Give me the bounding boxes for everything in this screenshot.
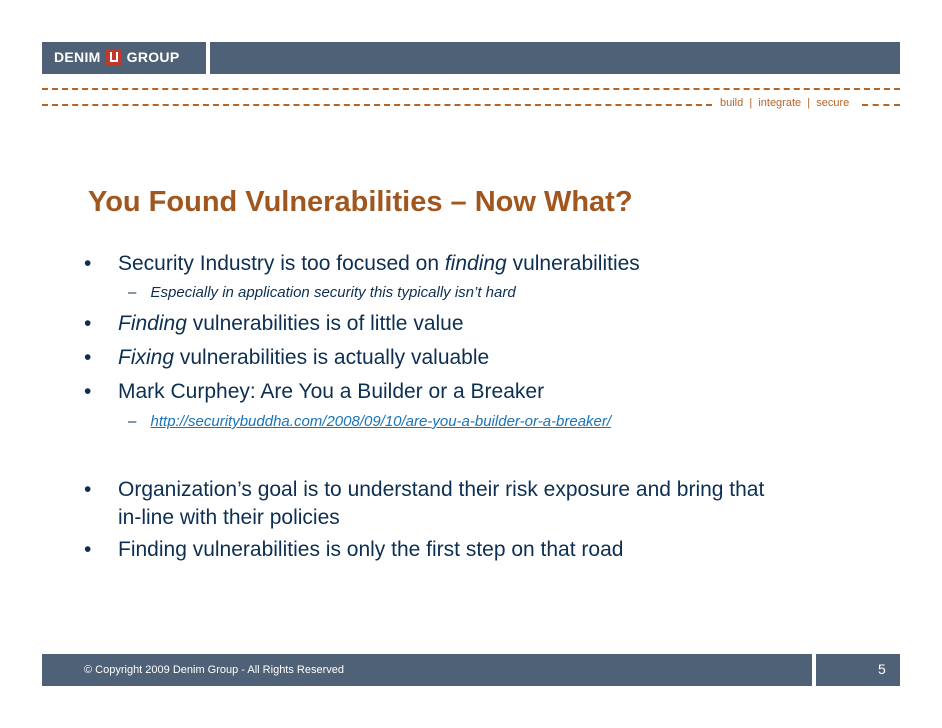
bullet-emphasis: Finding: [118, 312, 187, 335]
page-number: 5: [878, 661, 886, 677]
sub-bullet-1: [128, 284, 516, 301]
bullet-marker: •: [84, 346, 92, 369]
bullet-emphasis: finding: [444, 252, 507, 275]
bullet-emphasis: Fixing: [118, 346, 175, 369]
copyright-text: © Copyright 2009 Denim Group - All Rights Reserved: [84, 664, 344, 676]
bullet-text: Organization’s goal is to understand their risk exposure and bring that: [118, 478, 765, 501]
sub-bullet-2: [128, 413, 611, 430]
bullet-marker: •: [84, 312, 92, 335]
footer-page-box: [816, 654, 900, 686]
sub-bullet-marker: –: [128, 413, 137, 430]
bullet-text: vulnerabilities: [506, 252, 640, 275]
bullet-text: Security Industry is too focused on: [118, 252, 445, 275]
bullet-text: Finding vulnerabilities is only the first step on that road: [118, 538, 624, 561]
sub-bullet-text: Especially in application security this typically isn’t hard: [150, 284, 516, 301]
bullet-marker: •: [84, 380, 92, 403]
bullet-text: Mark Curphey: Are You a Builder or a Breaker: [118, 380, 545, 403]
bullet-text: vulnerabilities is of little value: [186, 312, 464, 335]
sub-bullet-marker: –: [128, 284, 137, 301]
bullet-marker: •: [84, 252, 92, 275]
slide-title: You Found Vulnerabilities – Now What?: [88, 186, 633, 218]
bullet-text: vulnerabilities is actually valuable: [174, 346, 490, 369]
bullet-marker: •: [84, 478, 92, 501]
logo-word-denim: DENIM: [54, 49, 101, 65]
tagline: build | integrate | secure: [720, 97, 850, 109]
bullet-text: in-line with their policies: [118, 506, 340, 529]
logo-word-group: GROUP: [126, 49, 180, 65]
securitybuddha-link[interactable]: http://securitybuddha.com/2008/09/10/are-you-a-builder-or-a-breaker/: [150, 413, 612, 430]
bullet-marker: •: [84, 538, 92, 561]
